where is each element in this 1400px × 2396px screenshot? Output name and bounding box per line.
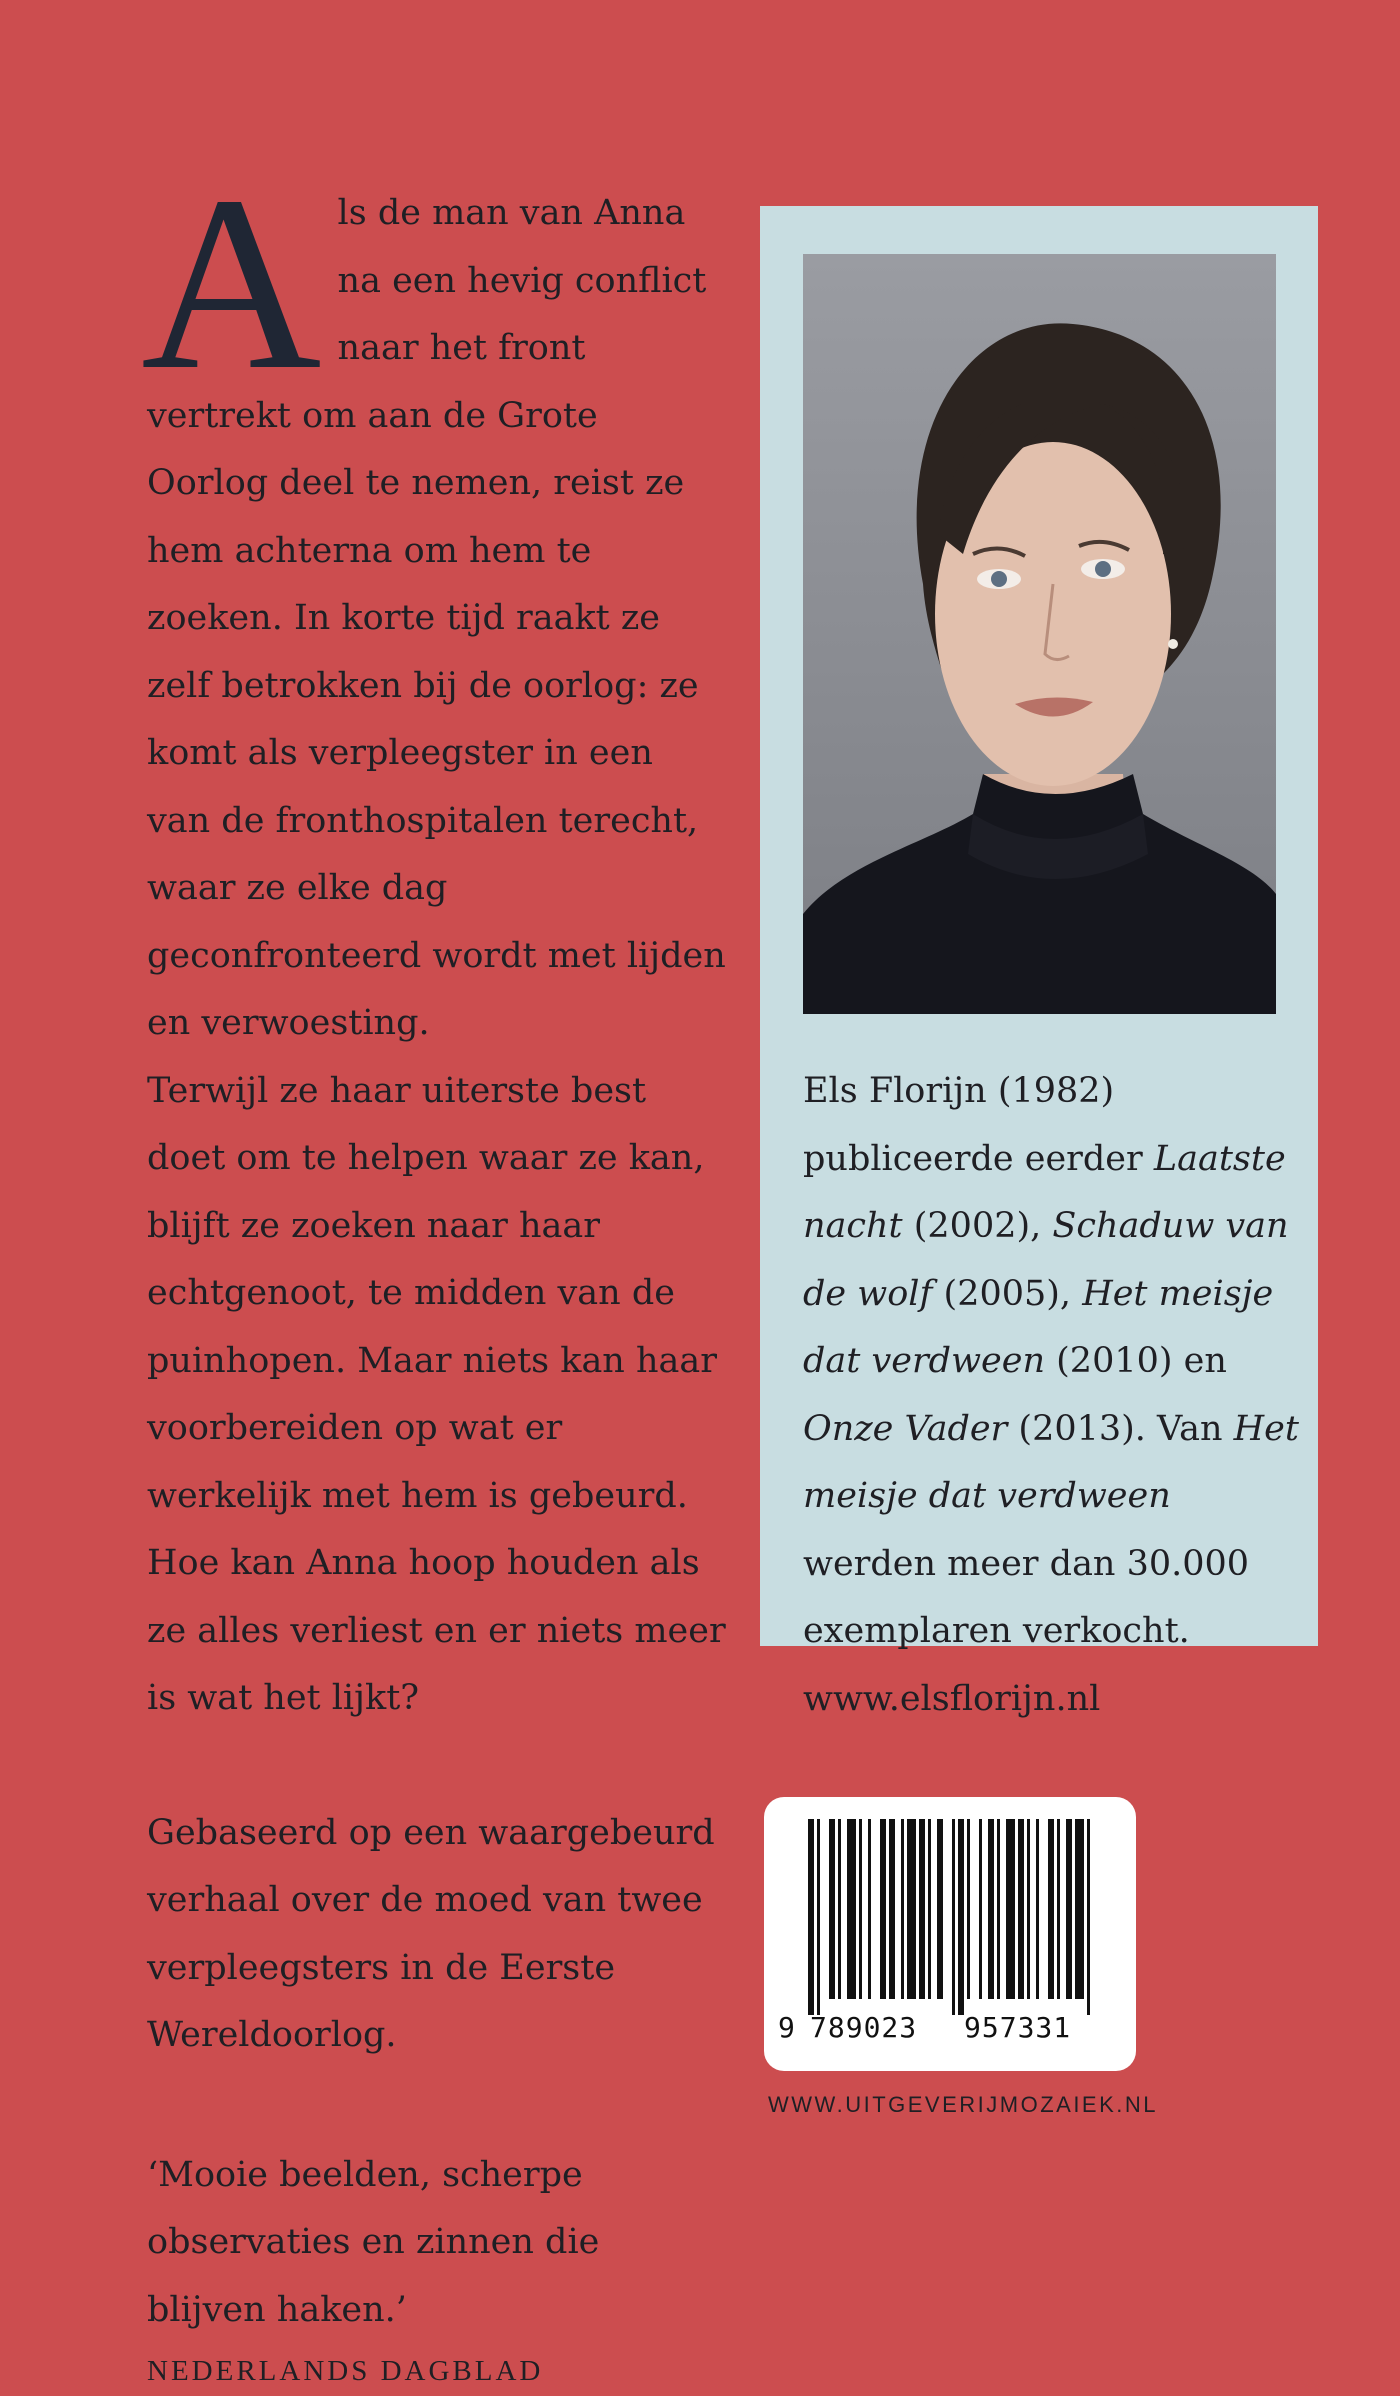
barcode-bar (1057, 1819, 1060, 1999)
barcode-bar (829, 1819, 835, 1999)
barcode-bar (847, 1819, 856, 1999)
barcode-bar (1036, 1819, 1039, 1999)
barcode-bar (928, 1819, 931, 1999)
publisher-website[interactable]: WWW.UITGEVERIJMOZAIEK.NL (768, 2092, 1159, 2117)
barcode-bar (967, 1819, 970, 1999)
author-panel (760, 206, 1318, 1719)
review-quote: ‘Mooie beelden, scherpe observaties en zinnen die blijven haken.’ (147, 2154, 600, 2330)
isbn-barcode (764, 1797, 1136, 2071)
blurb-paragraph-3: Gebaseerd op een waargebeurd verhaal over de moed van twee verpleegsters in de Eerste Wereldoorlog. (147, 1812, 715, 2055)
isbn-first-digit: 9 (778, 2011, 796, 2044)
barcode-bar (859, 1819, 862, 1999)
book-title: Schaduw van de wolf (803, 1206, 1289, 1314)
barcode-bar (868, 1819, 871, 1999)
barcode-bar (979, 1819, 982, 1999)
barcode-bar (1027, 1819, 1030, 1999)
barcode-bar (958, 1819, 964, 2015)
blurb-column (141, 145, 727, 2396)
book-title: Het meisje dat verdween (803, 1273, 1274, 1381)
barcode-bar (1018, 1819, 1024, 1999)
barcode-bar (880, 1819, 886, 1999)
author-bio: Els Florijn (1982) publiceerde eerder Laatste nacht (2002), Schaduw van de wolf (2005), Het meisje dat verdween (2010) en Onze Vader (2013). Van Het meisje dat verdween werden meer dan 30.000 exemplaren verkocht. www.elsflorijn.nl (803, 1071, 1299, 1719)
drop-cap: A (141, 145, 322, 422)
isbn-group-1: 789023 (810, 2011, 918, 2044)
barcode-bar (1048, 1819, 1054, 1999)
barcode-bar (1075, 1819, 1084, 1999)
barcode-bar (952, 1819, 955, 2015)
review-source: NEDERLANDS DAGBLAD (147, 2355, 544, 2387)
barcode-bar (1006, 1819, 1015, 1999)
book-title: Laatste nacht (803, 1138, 1286, 1246)
barcode-bar (919, 1819, 925, 1999)
barcode-bar (817, 1819, 820, 2015)
isbn-group-2: 957331 (964, 2011, 1072, 2044)
barcode-bar (1066, 1819, 1072, 1999)
barcode-bar (907, 1819, 916, 1999)
barcode-bar (988, 1819, 994, 1999)
blurb-paragraph-2: Terwijl ze haar uiterste best doet om te helpen waar ze kan, blijft ze zoeken naar haar echtgenoot, te midden van de puinhopen. Maar niets kan haar voorbereiden op wat er werkelijk met hem is gebeurd. Hoe kan Anna hoop houden als ze alles verliest en er niets meer is wat het lijkt? (147, 1070, 726, 1718)
barcode-bar (937, 1819, 943, 1999)
barcode-bar (901, 1819, 904, 1999)
barcode-bar (889, 1819, 895, 1999)
blurb-paragraph-1: ls de man van Anna na een hevig conflict naar het front vertrekt om aan de Grote Oorlog deel te nemen, reist ze hem achterna om hem te zoeken. In korte tijd raakt ze zelf betrokken bij de oorlog: ze komt als verpleegster in een van de fronthospitalen terecht, waar ze elke dag geconfronteerd wordt met lijden en verwoesting. (147, 193, 726, 1043)
barcode-bar (838, 1819, 841, 1999)
book-title: Onze Vader (803, 1408, 1008, 1449)
barcode-bar (1087, 1819, 1090, 2015)
author-photo (803, 254, 1276, 1014)
barcode-bar (808, 1819, 814, 2015)
book-title: Het meisje dat verdween (803, 1408, 1299, 1516)
barcode-bar (997, 1819, 1000, 1999)
